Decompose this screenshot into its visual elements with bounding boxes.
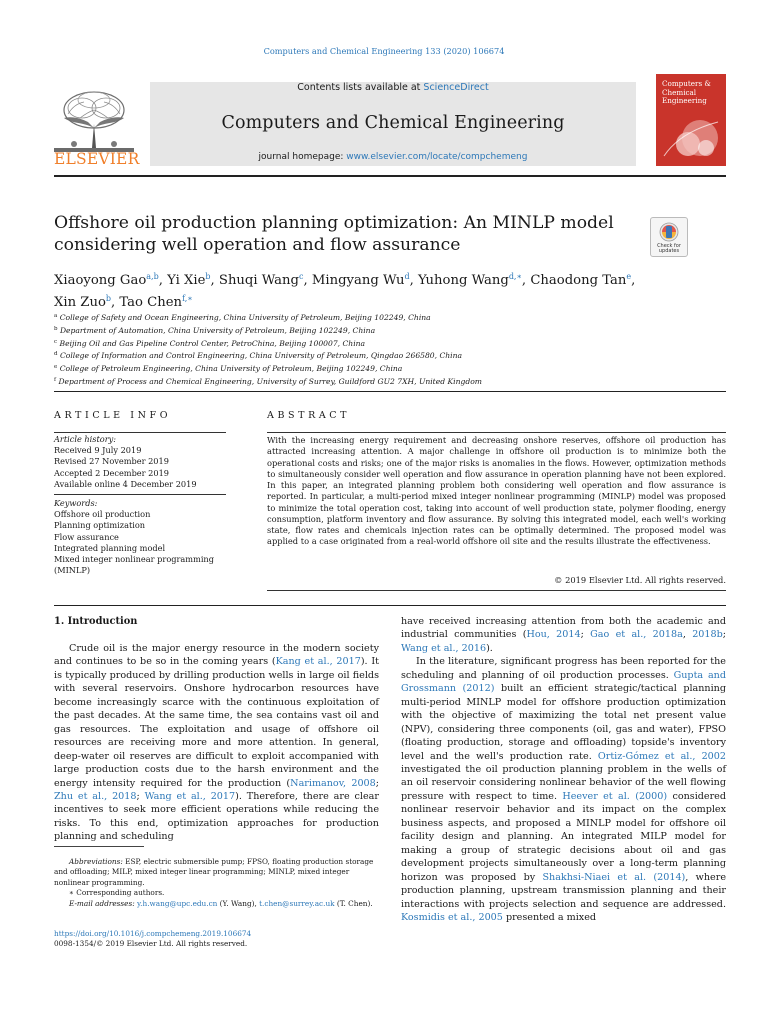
cover-title: Computers & Chemical Engineering xyxy=(662,79,711,106)
citation-link[interactable]: Shakhsi-Niaei et al. (2014) xyxy=(542,871,686,883)
keyword: Planning optimization xyxy=(54,520,146,531)
footnote-rule xyxy=(54,846,144,847)
journal-cover-thumbnail[interactable] xyxy=(656,74,726,166)
citation-link[interactable]: Kang et al., 2017 xyxy=(275,656,361,668)
author[interactable]: Mingyang Wu$^d$ xyxy=(311,272,410,288)
email-link[interactable]: t.chen@surrey.ac.uk xyxy=(259,898,335,908)
title-block-rule xyxy=(54,391,726,392)
author[interactable]: Yi Xie$^b$ xyxy=(167,272,211,288)
article-info-heading: ARTICLE INFO xyxy=(54,410,172,421)
body-column-right xyxy=(401,615,726,924)
citation-link[interactable]: Heever et al. (2000) xyxy=(562,790,668,802)
citation-link[interactable]: Zhu et al., 2018 xyxy=(54,790,137,802)
history-item: Revised 27 November 2019 xyxy=(54,456,169,467)
author[interactable]: Tao Chen$^{f,∗}$ xyxy=(119,294,193,310)
author[interactable]: Xiaoyong Gao$^{a,b}$ xyxy=(54,272,159,288)
author[interactable]: Xin Zuo$^b$ xyxy=(54,294,112,310)
abstract-bottom-rule xyxy=(267,590,726,591)
paragraph: have received increasing attention from both the academic and industrial communities (Hou, 2014; Gao et al., 2018a, 2018b; Wang et al., 2016). xyxy=(401,616,726,654)
corresponding-footnote: ∗ Corresponding authors. xyxy=(69,888,165,898)
citation-link[interactable]: Gupta and Grossmann (2012) xyxy=(401,669,726,695)
affiliation: $^c$ Beijing Oil and Gas Pipeline Control Center, PetroChina, Beijing 100007, China xyxy=(54,338,366,348)
article-history xyxy=(54,434,226,490)
homepage-link[interactable]: www.elsevier.com/locate/compchemeng xyxy=(346,152,528,162)
paragraph: In the literature, significant progress has been reported for the scheduling and planning of oil production processes. Gupta and Grossmann (2012) built an efficient strategic/tactical planning multi-period MINLP model for offshore production optimization with the objective of maximizing the total net present value (NPV), considering three components (oil, gas and water), FPSO (floating production, storage and offloading) topside's inventory level and the well's production rate. Ortiz-Gómez et al., 2002 investigated the oil production planning problem in the wells of an oil reservoir considering nonlinear behavior of the well flowing pressure with respect to time. Heever et al. (2000) considered nonlinear reservoir behavior and its impact on the complex business aspects, and proposed a MINLP model for offshore oil facility design and planning. An integrated MILP model for making a group of strategic decisions about oil and gas development projects simultaneously over a long-term planning horizon was proposed by Shakhsi-Niaei et al. (2014), where production planning, upstream transmission planning and their interactions with projects selection and sequence are addressed. Kosmidis et al., 2005 presented a mixed xyxy=(401,656,727,923)
crossmark-badge[interactable] xyxy=(650,217,688,257)
author[interactable]: Yuhong Wang$^{d,∗}$ xyxy=(417,272,522,288)
header-rule xyxy=(54,175,726,177)
keywords-rule xyxy=(54,494,226,495)
citation-link[interactable]: Wang et al., 2017 xyxy=(144,790,236,802)
citation-link[interactable]: Ortiz-Gómez et al., 2002 xyxy=(597,750,726,762)
citation-link[interactable]: Kosmidis et al., 2005 xyxy=(401,911,503,923)
journal-reference[interactable]: Computers and Chemical Engineering 133 (2020) 106674 xyxy=(263,46,505,56)
keyword: Flow assurance xyxy=(54,531,119,542)
copyright-notice: © 2019 Elsevier Ltd. All rights reserved. xyxy=(554,575,726,585)
sciencedirect-link[interactable]: ScienceDirect xyxy=(423,82,489,93)
history-item: Available online 4 December 2019 xyxy=(54,478,197,489)
affiliation: $^f$ Department of Process and Chemical Engineering, University of Surrey, Guildford GU2 7XH, United Kingdom xyxy=(54,376,482,386)
crossmark-icon xyxy=(651,221,687,245)
history-item: Received 9 July 2019 xyxy=(54,445,142,456)
email-link[interactable]: y.h.wang@upc.edu.cn xyxy=(137,898,218,908)
cover-graphic xyxy=(660,112,722,162)
history-item: Accepted 2 December 2019 xyxy=(54,467,170,478)
author-list: Xiaoyong Gao$^{a,b}$, Yi Xie$^b$, Shuqi Wang$^c$, Mingyang Wu$^d$, Yuhong Wang$^{d,∗}$, Chaodong Tan$^e$, Xin Zuo$^b$, Tao Chen$^{f,∗}$ xyxy=(54,272,636,310)
citation-link[interactable]: Wang et al., 2016 xyxy=(401,642,487,654)
abbreviations-footnote: Abbreviations: ESP, electric submersible pump; FPSO, floating production storage and offloading; MILP, mixed integer linear programming; MINLP, mixed integer nonlinear programming. xyxy=(54,857,374,887)
abstract-text: With the increasing energy requirement and decreasing onshore reserves, offshore oil production has attracted increasing attention. A major challenge in offshore oil production is to minimize both the operational costs and risks; one of the major risks is anomalies in the flows. However, optimization methods to simultaneously consider well operation and flow assurance in operation planning have not been explored. In this paper, an integrated planning problem both considering well operation and flow assurance is reported. In particular, a multi-period mixed integer nonlinear programming (MINLP) model was proposed to minimize the total operation cost, taking into account of well production state, polymer flooding, energy consumption, platform inventory and flow assurance. By solving this integrated model, each well's working state, flow rates and chemicals injection rates can be optimally determined. The proposed model was applied to a case originated from a real-world offshore oil site and the results illustrate the effectiveness. xyxy=(267,435,726,547)
abstract-rule xyxy=(267,432,726,433)
body-column-left xyxy=(54,642,379,844)
footnotes xyxy=(54,857,379,909)
affiliation: $^d$ College of Information and Control Engineering, China University of Petroleum, Qingdao 266580, China xyxy=(54,351,463,361)
citation-link[interactable]: Hou, 2014 xyxy=(526,629,581,641)
crossmark-label: Check for updates xyxy=(657,242,681,255)
citation-link[interactable]: 2018b xyxy=(692,629,723,641)
citation-link[interactable]: Gao et al., 2018a xyxy=(590,629,683,641)
keyword: Mixed integer nonlinear programming xyxy=(54,554,214,565)
affiliation: $^e$ College of Petroleum Engineering, China University of Petroleum, Beijing 102249, China xyxy=(54,364,403,374)
article-info-rule xyxy=(54,432,226,433)
journal-title: Computers and Chemical Engineering xyxy=(221,113,565,133)
issn-line: 0098-1354/© 2019 Elsevier Ltd. All rights reserved. xyxy=(54,939,248,949)
elsevier-wordmark: ELSEVIER xyxy=(54,150,140,168)
abstract-heading: ABSTRACT xyxy=(267,410,351,421)
keyword: Offshore oil production xyxy=(54,509,151,520)
contents-line: Contents lists available at ScienceDirect xyxy=(297,82,489,93)
paragraph: Crude oil is the major energy resource in the modern society and continues to be so in the coming years (Kang et al., 2017). It is typically produced by drilling production wells in large oil fields with several reservoirs. Onshore hydrocarbon resources have become increasingly scarce with the continuous exploitation of the past decades. At the same time, the sea contains vast oil and gas resources. The exploitation and usage of offshore oil resources are receiving more and more attention. In general, deep-water oil reserves are difficult to exploit accompanied with large production costs due to the harsh environment and the energy intensity required for the production (Narimanov, 2008; Zhu et al., 2018; Wang et al., 2017). Therefore, there are clear incentives to seek more efficient operations while reducing the risks. To this end, optimization approaches for production planning and scheduling xyxy=(54,643,379,843)
history-label: Article history: xyxy=(54,434,116,444)
keywords xyxy=(54,498,226,576)
citation-link[interactable]: Narimanov, 2008 xyxy=(290,777,376,789)
affiliation: $^b$ Department of Automation, China University of Petroleum, Beijing 102249, China xyxy=(54,325,376,335)
affiliation: $^a$ College of Safety and Ocean Engineering, China University of Petroleum, Beijing 102249, China xyxy=(54,313,431,322)
author[interactable]: Chaodong Tan$^e$ xyxy=(530,272,632,288)
email-footnote: E-mail addresses: y.h.wang@upc.edu.cn (Y. Wang), t.chen@surrey.ac.uk (T. Chen). xyxy=(69,898,373,908)
keywords-label: Keywords: xyxy=(54,498,98,508)
front-matter-rule xyxy=(54,605,726,606)
doi-link[interactable]: https://doi.org/10.1016/j.compchemeng.2019.106674 xyxy=(54,929,252,938)
section-heading-introduction: 1. Introduction xyxy=(54,616,138,627)
author[interactable]: Shuqi Wang$^c$ xyxy=(218,272,304,288)
article-title: Offshore oil production planning optimization: An MINLP model considering well operation and flow assurance xyxy=(54,213,614,255)
homepage-line: journal homepage: www.elsevier.com/locate/compchemeng xyxy=(258,152,528,162)
keyword: Integrated planning model xyxy=(54,542,166,553)
affiliation-list xyxy=(54,311,654,388)
keyword: (MINLP) xyxy=(54,565,91,576)
doi-block xyxy=(54,929,251,950)
